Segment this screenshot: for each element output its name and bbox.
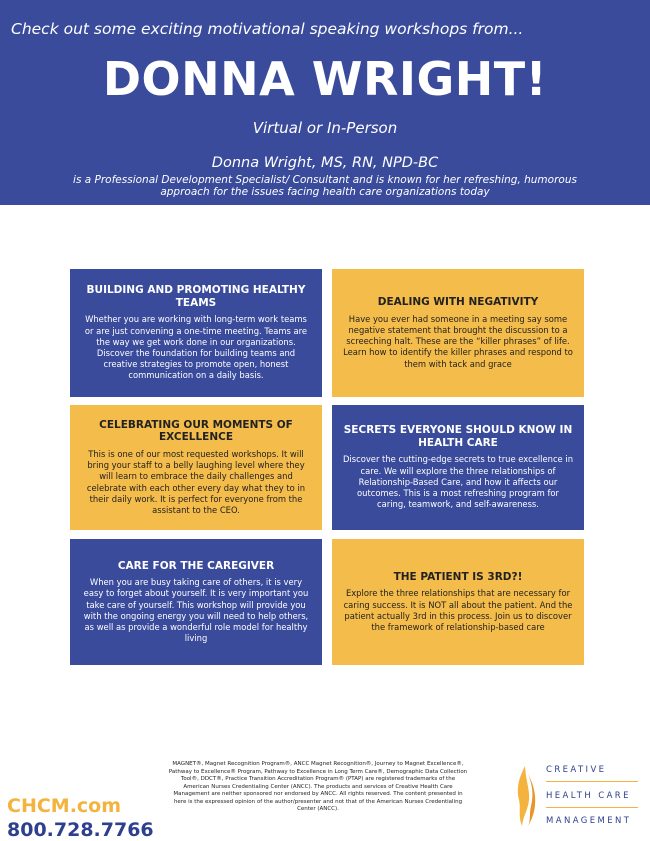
workshop-description: When you are busy taking care of others, it is very easy to forget about yourself. It is very important you take care of yourself. This workshop will provide you with the ongoing energy you will need to help others, as well as provide a wonderful role model for healthy living (83, 577, 309, 644)
logo-line-3: MANAGEMENT (546, 816, 632, 826)
workshop-card-secrets (332, 405, 584, 530)
speaker-credentials: Donna Wright, MS, RN, NPD-BC (211, 155, 439, 171)
workshop-title: BUILDING AND PROMOTING HEALTHY TEAMS (86, 284, 306, 309)
intro-text: Check out some exciting motivational speaking workshops from... (11, 20, 524, 38)
workshop-card-patient-third (332, 539, 584, 665)
workshop-description: Explore the three relationships that are necessary for caring success. It is NOT all about the patient. And the patient actually 3rd in this process. Join us to discover the framework of relationship-based care (343, 588, 573, 632)
flame-icon (514, 764, 536, 828)
workshop-card-healthy-teams (70, 269, 322, 397)
website-link[interactable]: CHCM.com (7, 795, 122, 817)
logo-divider (546, 781, 638, 782)
workshop-description: This is one of our most requested workshops. It will bring your staff to a belly laughing level where they will learn to embrace the daily challenges and celebrate with each other every day what they to in their daily work. It is perfect for everyone from the assistant to the CEO. (86, 448, 306, 515)
header-banner (0, 0, 650, 205)
workshop-title: DEALING WITH NEGATIVITY (377, 296, 539, 309)
company-logo (510, 762, 640, 832)
phone-number[interactable]: 800.728.7766 (7, 819, 154, 841)
logo-divider (546, 807, 638, 808)
workshop-title: CARE FOR THE CAREGIVER (117, 559, 275, 572)
workshop-description: Whether you are working with long-term work teams or are just convening a one-time meeting. Teams are the way we get work done in our organizations. Discover the foundation for building teams and creative strategies to promote open, honest communication on a daily basis. (84, 314, 308, 381)
speaker-bio: is a Professional Development Specialist/ Consultant and is known for her refreshing, humorous approach for the issues facing health care organizations today (73, 174, 577, 198)
workshop-description: Have you ever had someone in a meeting say some negative statement that brought the discussion to a screeching halt. These are the “killer phrases” of life. Learn how to identify the killer phrases and respond to them with tack and grace (343, 313, 573, 369)
logo-line-2: HEALTH CARE (546, 791, 631, 801)
workshop-description: Discover the cutting-edge secrets to true excellence in care. We will explore the three relationships of Relationship-Based Care, and how it affects our outcomes. This is a most refreshing program for caring, teamwork, and self-awareness. (342, 454, 574, 510)
delivery-mode: Virtual or In-Person (252, 119, 398, 137)
workshop-title: CELEBRATING OUR MOMENTS OF EXCELLENCE (99, 418, 293, 444)
workshop-card-caregiver (70, 539, 322, 665)
workshop-card-excellence (70, 405, 322, 530)
logo-line-1: CREATIVE (546, 765, 607, 775)
trademark-disclaimer: MAGNET®, Magnet Recognition Program®, ANCC Magnet Recognition®, Journey to Magnet Excellence®, Pathway to Excellence® Program, Pathway to Excellence in Long Term Care®, Demographic Data Collection Tool®, DDCT®, Practice Transition Accreditation Program® (PTAP) are registered trademarks of the American Nurses Credentialing Center (ANCC). The products and services of Creative Health Care Management are neither sponsored nor endorsed by ANCC. All rights reserved. The content presented in here is the expressed opinion of the author/presenter and not that of the American Nurses Credentialing Center (ANCC). (168, 761, 468, 812)
workshop-title: THE PATIENT IS 3RD?! (393, 570, 523, 583)
workshop-card-negativity (332, 269, 584, 397)
workshop-title: SECRETS EVERYONE SHOULD KNOW IN HEALTH CARE (343, 424, 573, 449)
speaker-name-heading: DONNA WRIGHT! (102, 52, 548, 106)
